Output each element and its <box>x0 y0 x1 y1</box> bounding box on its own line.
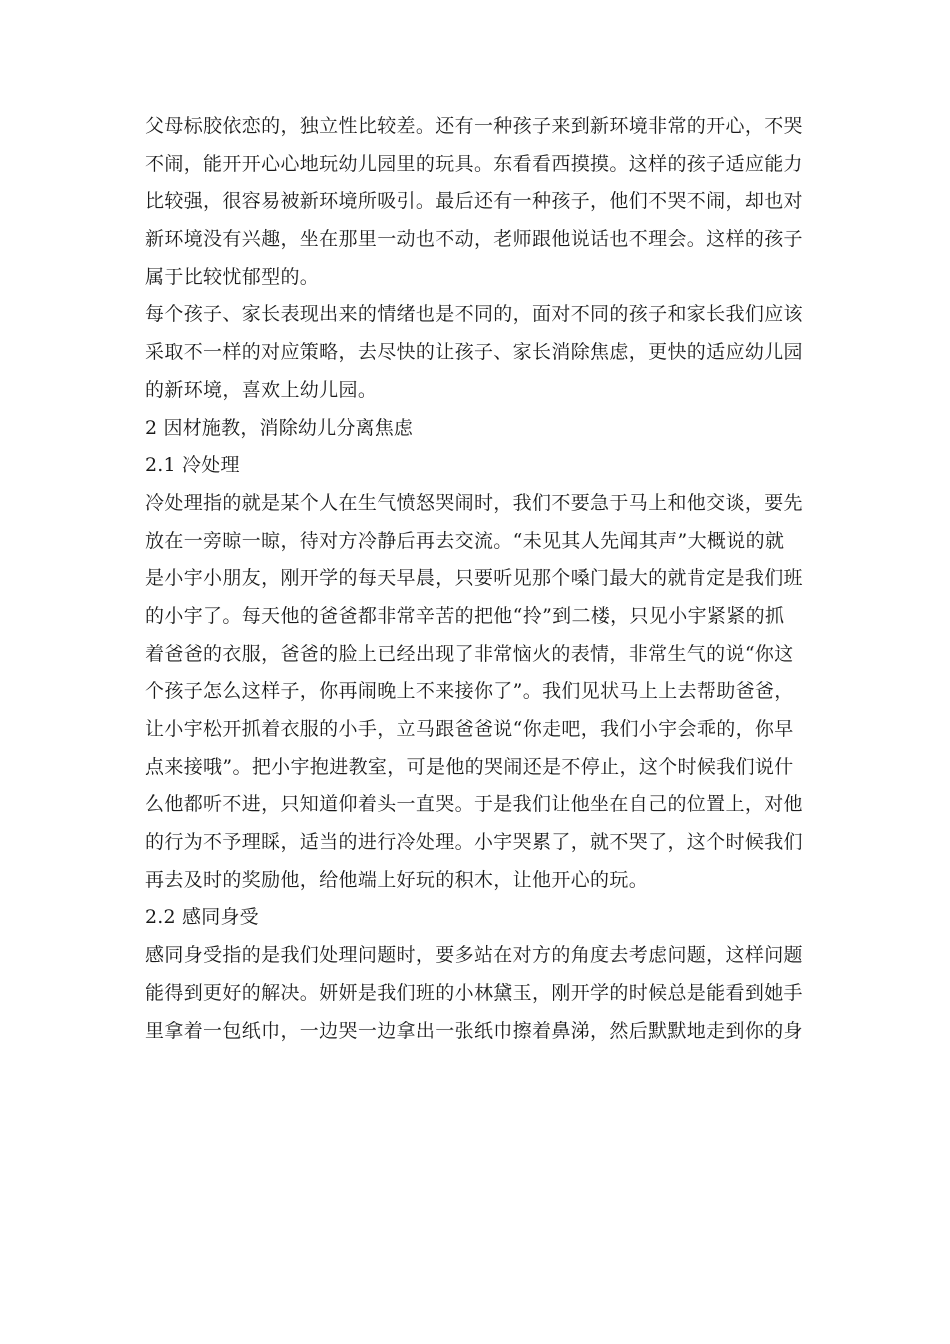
text-line: 里拿着一包纸巾，一边哭一边拿出一张纸巾擦着鼻涕，然后默默地走到你的身 <box>145 1019 803 1042</box>
subsection-heading: 2.1 冷处理 <box>145 454 240 477</box>
section-heading: 2 因材施教，消除幼儿分离焦虑 <box>145 416 414 439</box>
text-line: 的新环境，喜欢上幼儿园。 <box>145 378 378 401</box>
text-line: 放在一旁晾一晾，待对方冷静后再去交流。“未见其人先闻其声”大概说的就 <box>145 529 785 552</box>
text-line: 感同身受指的是我们处理问题时，要多站在对方的角度去考虑问题，这样问题 <box>145 944 803 967</box>
text-line: 属于比较忧郁型的。 <box>145 265 320 288</box>
text-line: 是小宇小朋友，刚开学的每天早晨，只要听见那个嗓门最大的就肯定是我们班 <box>145 567 803 590</box>
text-line: 能得到更好的解决。妍妍是我们班的小林黛玉，刚开学的时候总是能看到她手 <box>145 981 803 1004</box>
text-line: 每个孩子、家长表现出来的情绪也是不同的，面对不同的孩子和家长我们应该 <box>145 303 803 326</box>
text-line: 的小宇了。每天他的爸爸都非常辛苦的把他“拎”到二楼，只见小宇紧紧的抓 <box>145 604 785 627</box>
text-line: 的行为不予理睬，适当的进行冷处理。小宇哭累了，就不哭了，这个时候我们 <box>145 831 803 854</box>
text-line: 么他都听不进，只知道仰着头一直哭。于是我们让他坐在自己的位置上，对他 <box>145 793 803 816</box>
text-line: 点来接哦”。把小宇抱进教室，可是他的哭闹还是不停止，这个时候我们说什 <box>145 755 794 778</box>
subsection-heading: 2.2 感同身受 <box>145 906 259 929</box>
document-page <box>145 108 803 1050</box>
text-line: 让小宇松开抓着衣服的小手，立马跟爸爸说“你走吧，我们小宇会乖的，你早 <box>145 718 794 740</box>
text-line: 比较强，很容易被新环境所吸引。最后还有一种孩子，他们不哭不闹，却也对 <box>145 190 803 213</box>
text-line: 采取不一样的对应策略，去尽快的让孩子、家长消除焦虑，更快的适应幼儿园 <box>145 341 803 364</box>
text-line: 父母标胶依恋的，独立性比较差。还有一种孩子来到新环境非常的开心，不哭 <box>145 115 803 137</box>
text-line: 冷处理指的就是某个人在生气愤怒哭闹时，我们不要急于马上和他交谈，要先 <box>145 491 803 514</box>
text-line: 不闹，能开开心心地玩幼儿园里的玩具。东看看西摸摸。这样的孩子适应能力 <box>145 152 803 175</box>
text-line: 着爸爸的衣服，爸爸的脸上已经出现了非常恼火的表情，非常生气的说“你这 <box>145 642 794 665</box>
text-line: 个孩子怎么这样子，你再闹晚上不来接你了”。我们见状马上上去帮助爸爸， <box>145 680 794 703</box>
text-line: 新环境没有兴趣，坐在那里一动也不动，老师跟他说话也不理会。这样的孩子 <box>145 228 803 251</box>
text-line: 再去及时的奖励他，给他端上好玩的积木，让他开心的玩。 <box>145 868 649 891</box>
